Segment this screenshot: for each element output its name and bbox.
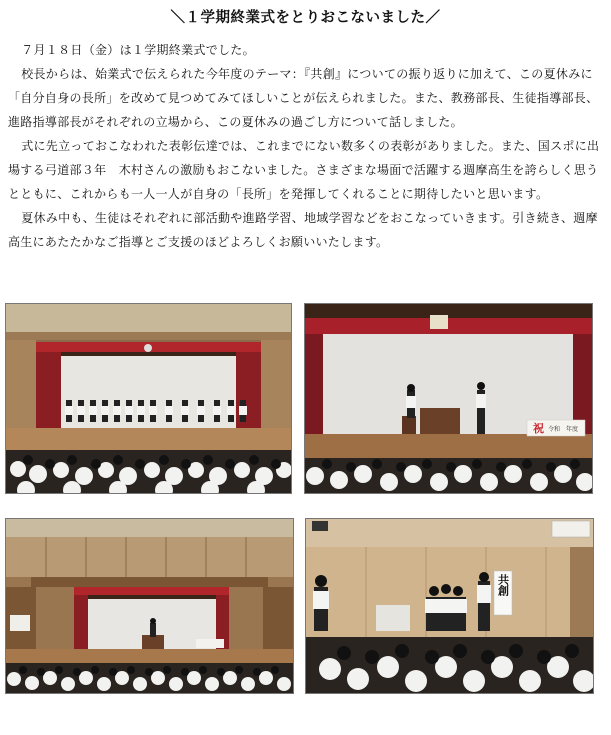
paragraph-1: ７月１８日（金）は１学期終業式でした。 <box>21 43 255 57</box>
photo-gym-students <box>305 518 594 694</box>
article-title: ＼１学期終業式をとりおこないました／ <box>170 10 441 26</box>
paragraph-4: 夏休み中も、生徒はそれぞれに部活動や進路学習、地域学習などをおこなっていきます。引き続き、週摩高生にあたたかなご指導とご支援のほどよろしくお願いいたします。 <box>8 211 598 249</box>
banner-celebration: 祝 <box>533 422 544 435</box>
photo-send-off <box>304 303 593 494</box>
paragraph-3: 式に先立っておこなわれた表彰伝達では、これまでにない数多くの表彰がありました。また、国スポに出場する弓道部３年 木村さんの激励もおこないました。さまざまな場面で活躍する週摩高生を誇らしく思うとともに、これからも一人一人が自身の「長所」を発揮してくれることに期待したいと思います。 <box>8 139 600 201</box>
paragraph-2: 校長からは、始業式で伝えられた今年度のテーマ：『共創』についての振り返りに加えて、この夏休みに「自分自身の長所」を改めて見つめてみてほしいことが伝えられました。また、教務部長、生徒指導部長、進路指導部長がそれぞれの立場から、この夏休みの過ごし方について話しました。 <box>8 67 599 129</box>
photo-principal-address <box>5 518 294 694</box>
banner-kyoso: 共創 <box>496 574 510 596</box>
photo-award-ceremony <box>5 303 292 494</box>
banner-celebration-sub: 令和 年度 <box>548 426 579 433</box>
article-body <box>8 38 600 254</box>
